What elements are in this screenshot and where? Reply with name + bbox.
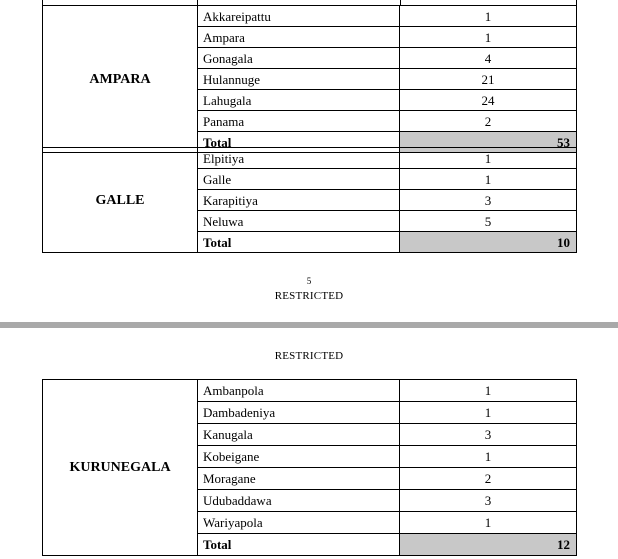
- area-name: Kobeigane: [198, 446, 400, 468]
- table-row: [43, 380, 577, 402]
- total-label: Total: [198, 534, 400, 556]
- area-count: 24: [400, 90, 577, 111]
- area-name: Akkareipattu: [198, 6, 400, 27]
- district-table-ampara: [42, 5, 577, 153]
- area-name: Karapitiya: [198, 190, 400, 211]
- district-table-galle: [42, 147, 577, 253]
- district-name: GALLE: [43, 148, 198, 253]
- area-name: Moragane: [198, 468, 400, 490]
- total-label: Total: [198, 232, 400, 253]
- area-count: 5: [400, 211, 577, 232]
- area-count: 1: [400, 402, 577, 424]
- area-name: Wariyapola: [198, 512, 400, 534]
- area-name: Panama: [198, 111, 400, 132]
- area-count: 1: [400, 27, 577, 48]
- district-name: KURUNEGALA: [43, 380, 198, 556]
- area-name: Hulannuge: [198, 69, 400, 90]
- area-name: Ampara: [198, 27, 400, 48]
- area-name: Ambanpola: [198, 380, 400, 402]
- area-count: 1: [400, 380, 577, 402]
- area-name: Elpitiya: [198, 148, 400, 169]
- district-name: AMPARA: [43, 6, 198, 153]
- total-value: 53: [400, 132, 577, 153]
- area-count: 3: [400, 190, 577, 211]
- district-table-kurunegala: [42, 379, 577, 556]
- area-count: 1: [400, 446, 577, 468]
- area-count: 3: [400, 490, 577, 512]
- area-count: 2: [400, 468, 577, 490]
- area-count: 2: [400, 111, 577, 132]
- area-count: 1: [400, 148, 577, 169]
- area-name: Lahugala: [198, 90, 400, 111]
- area-name: Udubaddawa: [198, 490, 400, 512]
- total-label: Total: [198, 132, 400, 153]
- page-number: 5: [306, 276, 312, 286]
- document-page-6: [0, 328, 618, 559]
- header-classification: RESTRICTED: [274, 350, 344, 362]
- area-count: 1: [400, 169, 577, 190]
- total-value: 10: [400, 232, 577, 253]
- area-name: Dambadeniya: [198, 402, 400, 424]
- area-count: 21: [400, 69, 577, 90]
- area-count: 3: [400, 424, 577, 446]
- footer-classification: RESTRICTED: [274, 290, 344, 302]
- area-count: 1: [400, 6, 577, 27]
- area-count: 4: [400, 48, 577, 69]
- area-name: Galle: [198, 169, 400, 190]
- total-value: 12: [400, 534, 577, 556]
- area-name: Gonagala: [198, 48, 400, 69]
- table-row: [43, 148, 577, 169]
- area-name: Neluwa: [198, 211, 400, 232]
- table-row: [43, 6, 577, 27]
- area-count: 1: [400, 512, 577, 534]
- area-name: Kanugala: [198, 424, 400, 446]
